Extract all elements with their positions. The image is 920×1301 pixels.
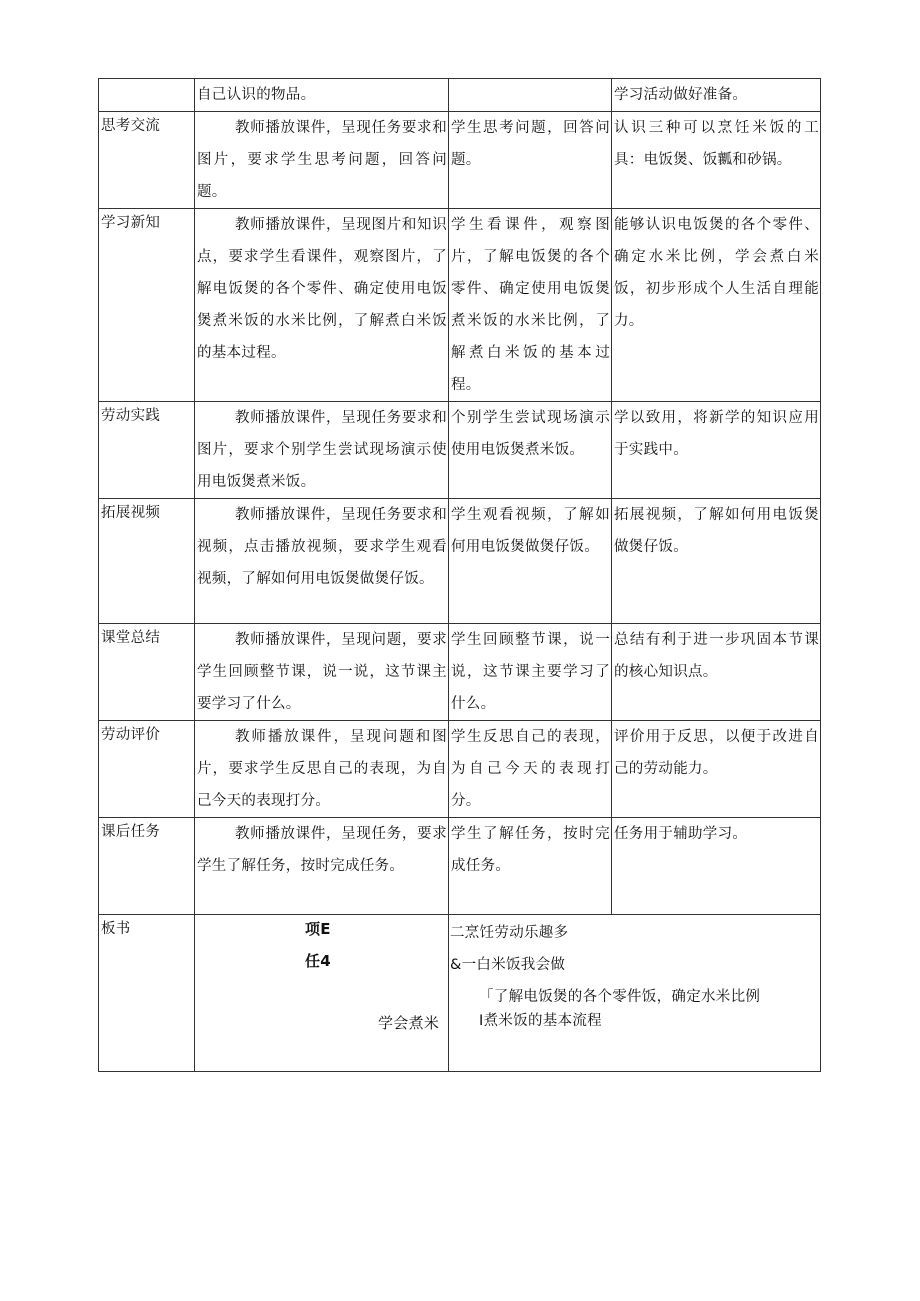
design-intent: 任务用于辅助学习。 <box>612 818 821 915</box>
board-item-lesson-title: &一白米饭我会做 <box>450 957 566 973</box>
stage-label: 学习新知 <box>99 209 195 402</box>
stage-label: 劳动实践 <box>99 402 195 499</box>
stage-label <box>99 79 195 112</box>
stage-label: 课堂总结 <box>99 624 195 721</box>
table-row <box>99 209 821 402</box>
design-intent: 认识三种可以烹饪米饭的工具：电饭煲、饭瓤和砂锅。 <box>612 112 821 209</box>
stage-label: 思考交流 <box>99 112 195 209</box>
student-activity: 学生看课件，观察图片，了解电饭煲的各个零件、确定使用电饭煲煮米饭的水米比例，了解煮白米饭的基本过程。 <box>449 209 612 402</box>
lesson-plan-table <box>98 78 821 1072</box>
design-intent: 评价用于反思，以便于改进自己的劳动能力。 <box>612 721 821 818</box>
student-activity: 学生思考问题，回答问题。 <box>449 112 612 209</box>
lesson-plan-sheet <box>98 78 820 1072</box>
board-item-unit-title: 二烹饪劳动乐趣多 <box>450 925 569 941</box>
table-row <box>99 818 821 915</box>
teacher-activity: 自己认识的物品。 <box>195 79 449 112</box>
board-row <box>99 915 821 1072</box>
stage-label: 劳动评价 <box>99 721 195 818</box>
stage-label: 课后任务 <box>99 818 195 915</box>
table-row <box>99 721 821 818</box>
table-row <box>99 624 821 721</box>
board-item-learn: 学会煮米 <box>378 1014 440 1032</box>
teacher-activity: 教师播放课件，呈现任务要求和图片，要求学生思考问题，回答问题。 <box>195 112 449 209</box>
teacher-activity: 教师播放课件，呈现任务，要求学生了解任务，按时完成任务。 <box>195 818 449 915</box>
board-left-cell <box>195 915 449 1072</box>
design-intent: 总结有利于进一步巩固本节课的核心知识点。 <box>612 624 821 721</box>
table-row <box>99 79 821 112</box>
student-activity: 个别学生尝试现场演示使用电饭煲煮米饭。 <box>449 402 612 499</box>
table-row <box>99 402 821 499</box>
board-item-project: 项E <box>305 920 331 938</box>
table-row <box>99 499 821 624</box>
teacher-activity: 教师播放课件，呈现任务要求和视频，点击播放视频，要求学生观看视频，了解如何用电饭煲做煲仔饭。 <box>195 499 449 624</box>
teacher-activity: 教师播放课件，呈现问题和图片，要求学生反思自己的表现，为自己今天的表现打分。 <box>195 721 449 818</box>
board-item-point-1: 「了解电饭煲的各个零件饭，确定水米比例 <box>479 989 761 1005</box>
teacher-activity: 教师播放课件，呈现任务要求和图片，要求个别学生尝试现场演示使用电饭煲煮米饭。 <box>195 402 449 499</box>
table-row <box>99 112 821 209</box>
design-intent: 学以致用，将新学的知识应用于实践中。 <box>612 402 821 499</box>
board-item-task: 任4 <box>305 952 332 970</box>
student-activity: 学生了解任务，按时完成任务。 <box>449 818 612 915</box>
board-item-point-2: I煮米饭的基本流程 <box>479 1013 602 1029</box>
board-label: 板书 <box>99 915 195 1072</box>
student-activity <box>449 79 612 112</box>
stage-label: 拓展视频 <box>99 499 195 624</box>
design-intent: 能够认识电饭煲的各个零件、确定水米比例，学会煮白米饭，初步形成个人生活自理能力。 <box>612 209 821 402</box>
student-activity: 学生观看视频，了解如何用电饭煲做煲仔饭。 <box>449 499 612 624</box>
teacher-activity: 教师播放课件，呈现问题，要求学生回顾整节课，说一说，这节课主要学习了什么。 <box>195 624 449 721</box>
teacher-activity: 教师播放课件，呈现图片和知识点，要求学生看课件，观察图片，了解电饭煲的各个零件、确定使用电饭煲煮米饭的水米比例，了解煮白米饭的基本过程。 <box>195 209 449 402</box>
student-activity: 学生回顾整节课，说一说，这节课主要学习了什么。 <box>449 624 612 721</box>
student-activity: 学生反思自己的表现，为自己今天的表现打分。 <box>449 721 612 818</box>
design-intent: 学习活动做好准备。 <box>612 79 821 112</box>
design-intent: 拓展视频，了解如何用电饭煲做煲仔饭。 <box>612 499 821 624</box>
board-right-cell <box>449 915 821 1072</box>
